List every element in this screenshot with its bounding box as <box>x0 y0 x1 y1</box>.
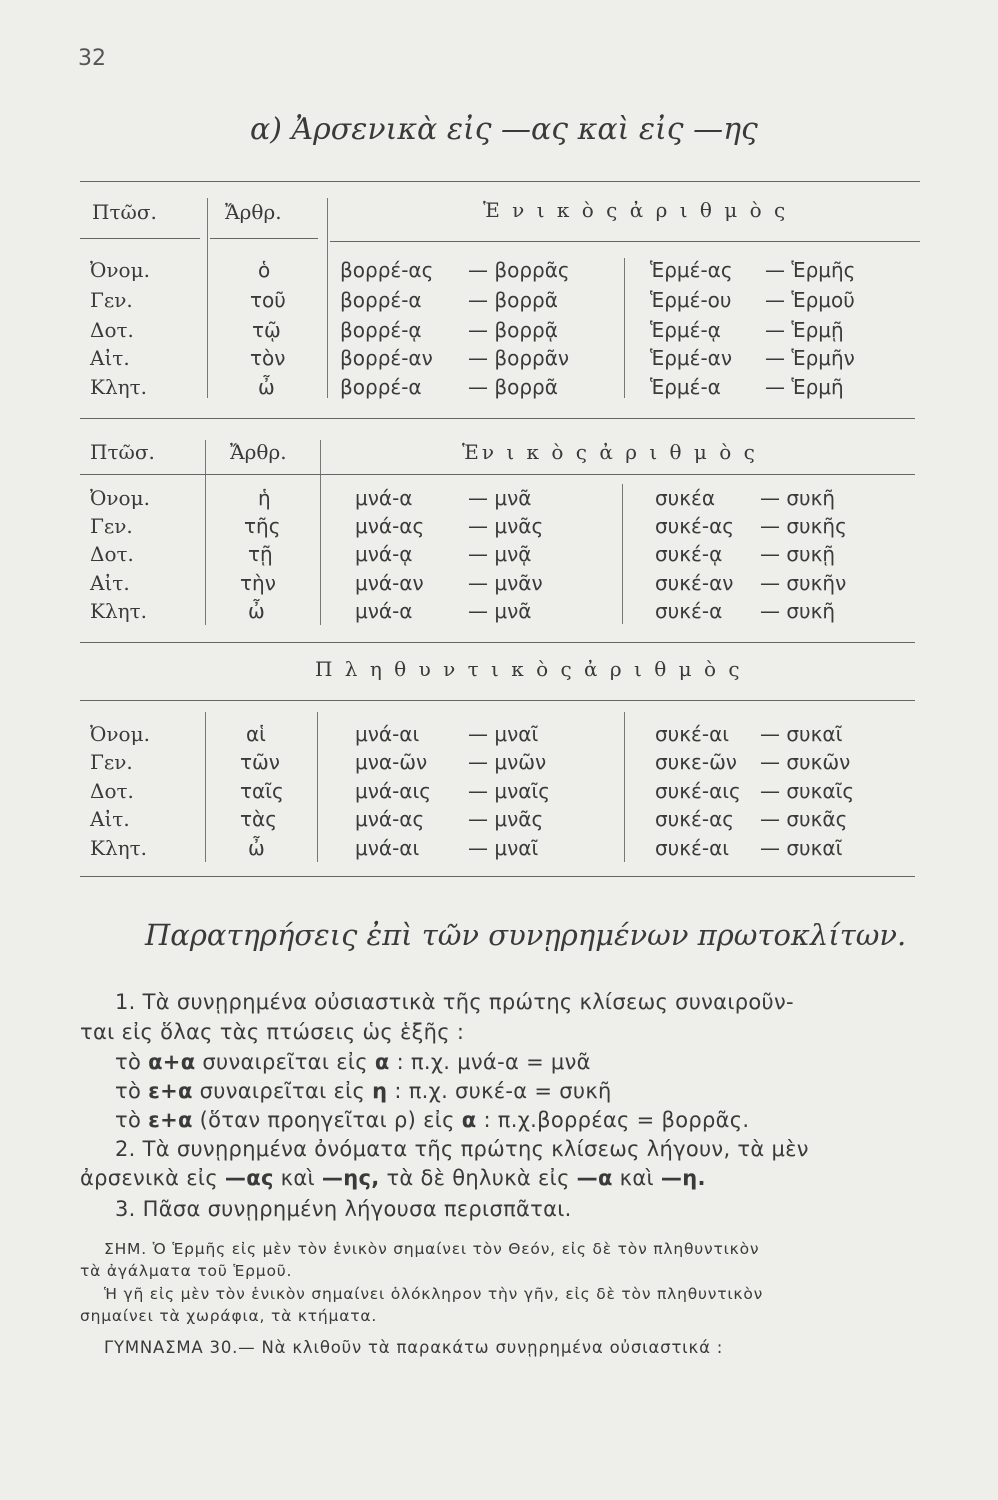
form: βορρέ-α <box>340 375 422 399</box>
form: μνα-ῶν <box>355 750 428 774</box>
form: — βορρᾶν <box>468 346 570 370</box>
case-label: Γεν. <box>90 288 133 312</box>
form: — Ἑρμῆ <box>765 375 844 399</box>
header-case: Πτῶσ. <box>92 200 157 224</box>
form: μνά-αι <box>355 722 420 746</box>
form: Ἑρμέ-ᾳ <box>650 318 721 342</box>
form: βορρέ-ᾳ <box>340 318 422 342</box>
header-article: Ἄρθρ. <box>225 200 282 224</box>
article: ὦ <box>248 836 265 860</box>
form: — βορρᾶς <box>468 258 570 282</box>
case-label: Κλητ. <box>90 599 148 623</box>
article: ὦ <box>248 599 265 623</box>
form: — μνᾶ <box>468 486 532 510</box>
form: συκέ-αις <box>655 779 741 803</box>
observations-title: Παρατηρήσεις ἐπὶ τῶν συνῃρημένων πρωτοκλίτων. <box>145 918 907 952</box>
case-label: Αἰτ. <box>90 346 130 370</box>
form: — συκᾶς <box>760 807 848 831</box>
case-label: Κλητ. <box>90 375 148 399</box>
form: — βορρᾶ <box>468 288 558 312</box>
form: — συκῆ <box>760 599 836 623</box>
article: τὰς <box>240 807 277 831</box>
form: βορρέ-αν <box>340 346 433 370</box>
form: μνά-ας <box>355 807 425 831</box>
form: συκέα <box>655 486 716 510</box>
form: — Ἑρμοῦ <box>765 288 855 312</box>
paragraph-1: 1. Τὰ συνῃρημένα οὐσιαστικὰ τῆς πρώτης κλίσεως συναιροῦν- <box>115 990 794 1014</box>
paragraph-2-cont: ἀρσενικὰ εἰς —ας καὶ —ης, τὰ δὲ θηλυκὰ εἰς —α καὶ —η. <box>80 1166 706 1190</box>
form: Ἑρμέ-αν <box>650 346 733 370</box>
case-label: Δοτ. <box>90 542 134 566</box>
form: συκέ-ᾳ <box>655 542 723 566</box>
article: τῶν <box>240 750 280 774</box>
form: — συκῆν <box>760 571 847 595</box>
form: συκέ-αν <box>655 571 734 595</box>
form: — συκῇ <box>760 542 836 566</box>
form: — Ἑρμῇ <box>765 318 844 342</box>
rule-3: τὸ ε+α (ὅταν προηγεῖται ρ) εἰς α : π.χ.βορρέας = βορρᾶς. <box>115 1108 750 1132</box>
section-title: α) Ἀρσενικὰ εἰς —ας καὶ εἰς —ης <box>250 112 758 147</box>
article: ὦ <box>258 375 275 399</box>
form: — μνῶν <box>468 750 547 774</box>
form: — συκαῖ <box>760 722 843 746</box>
form: μνά-αν <box>355 571 424 595</box>
form: — μναῖ <box>468 722 539 746</box>
article: τὴν <box>240 571 276 595</box>
form: — συκαῖς <box>760 779 855 803</box>
paragraph-1-cont: ται εἰς ὅλας τὰς πτώσεις ὡς ἑξῆς : <box>80 1020 465 1044</box>
header-singular: Ἑν ι κ ὸ ς ἀ ρ ι θ μ ὸ ς <box>462 440 758 464</box>
form: — μναῖ <box>468 836 539 860</box>
article: τῇ <box>248 542 273 566</box>
paragraph-3: 3. Πᾶσα συνῃρημένη λήγουσα περισπᾶται. <box>115 1197 572 1221</box>
form: μνά-ας <box>355 514 425 538</box>
form: — συκῆ <box>760 486 836 510</box>
exercise-heading: ΓΥΜΝΑΣΜΑ 30.— Νὰ κλιθοῦν τὰ παρακάτω συνῃρημένα οὐσιαστικά : <box>104 1338 724 1357</box>
article: τὸν <box>250 346 286 370</box>
header-singular: Ἑ ν ι κ ὸ ς ἀ ρ ι θ μ ὸ ς <box>483 198 789 222</box>
form: συκέ-αι <box>655 836 730 860</box>
case-label: Γεν. <box>90 514 133 538</box>
article: τῷ <box>252 318 281 342</box>
form: μνά-αις <box>355 779 431 803</box>
note-line: Ἡ γῆ εἰς μὲν τὸν ἑνικὸν σημαίνει ὁλόκληρον τὴν γῆν, εἰς δὲ τὸν πληθυντικὸν <box>104 1285 764 1303</box>
case-label: Ὀνομ. <box>90 486 150 510</box>
form: — μνᾶς <box>468 514 544 538</box>
rule-2: τὸ ε+α συναιρεῖται εἰς η : π.χ. συκέ-α = συκῆ <box>115 1079 612 1103</box>
case-label: Αἰτ. <box>90 807 130 831</box>
form: — μνᾶ <box>468 599 532 623</box>
paragraph-2: 2. Τὰ συνῃρημένα ὀνόματα τῆς πρώτης κλίσεως λήγουν, τὰ μὲν <box>115 1137 809 1161</box>
case-label: Δοτ. <box>90 318 134 342</box>
form: μνά-α <box>355 486 413 510</box>
article: τοῦ <box>250 288 286 312</box>
form: — βορρᾷ <box>468 318 558 342</box>
article: αἱ <box>246 722 266 746</box>
form: βορρέ-ας <box>340 258 434 282</box>
form: — μναῖς <box>468 779 550 803</box>
form: συκέ-αι <box>655 722 730 746</box>
form: συκέ-α <box>655 599 723 623</box>
header-case: Πτῶσ. <box>90 440 155 464</box>
article: τῆς <box>244 514 281 538</box>
rule <box>80 181 920 182</box>
case-label: Γεν. <box>90 750 133 774</box>
form: — μνᾶς <box>468 807 544 831</box>
case-label: Ὀνομ. <box>90 722 150 746</box>
form: συκε-ῶν <box>655 750 737 774</box>
rule-1: τὸ α+α συναιρεῖται εἰς α : π.χ. μνά-α = μνᾶ <box>115 1050 591 1074</box>
form: βορρέ-α <box>340 288 422 312</box>
form: — Ἑρμῆν <box>765 346 855 370</box>
note-line: ΣΗΜ. Ὁ Ἑρμῆς εἰς μὲν τὸν ἑνικὸν σημαίνει τὸν Θεόν, εἰς δὲ τὸν πληθυντικὸν <box>104 1240 760 1258</box>
form: Ἑρμέ-α <box>650 375 721 399</box>
form: — μνᾶν <box>468 571 543 595</box>
article: ὁ <box>258 258 271 282</box>
article: ταῖς <box>240 779 284 803</box>
header-plural: Π λ η θ υ ν τ ι κ ὸ ς ἀ ρ ι θ μ ὸ ς <box>315 657 743 681</box>
form: — μνᾷ <box>468 542 532 566</box>
note-line: τὰ ἀγάλματα τοῦ Ἑρμοῦ. <box>80 1262 293 1280</box>
case-label: Κλητ. <box>90 836 148 860</box>
form: συκέ-ας <box>655 807 734 831</box>
case-label: Δοτ. <box>90 779 134 803</box>
form: μνά-ᾳ <box>355 542 413 566</box>
case-label: Αἰτ. <box>90 571 130 595</box>
header-article: Ἄρθρ. <box>230 440 287 464</box>
form: μνά-αι <box>355 836 420 860</box>
form: Ἑρμέ-ου <box>650 288 732 312</box>
page-number: 32 <box>78 46 106 71</box>
form: μνά-α <box>355 599 413 623</box>
form: — συκῆς <box>760 514 847 538</box>
case-label: Ὀνομ. <box>90 258 150 282</box>
form: — συκαῖ <box>760 836 843 860</box>
article: ἡ <box>258 486 271 510</box>
form: — Ἑρμῆς <box>765 258 856 282</box>
note-line: σημαίνει τὰ χωράφια, τὰ κτήματα. <box>80 1307 378 1325</box>
form: συκέ-ας <box>655 514 734 538</box>
form: Ἑρμέ-ας <box>650 258 733 282</box>
form: — βορρᾶ <box>468 375 558 399</box>
form: — συκῶν <box>760 750 851 774</box>
